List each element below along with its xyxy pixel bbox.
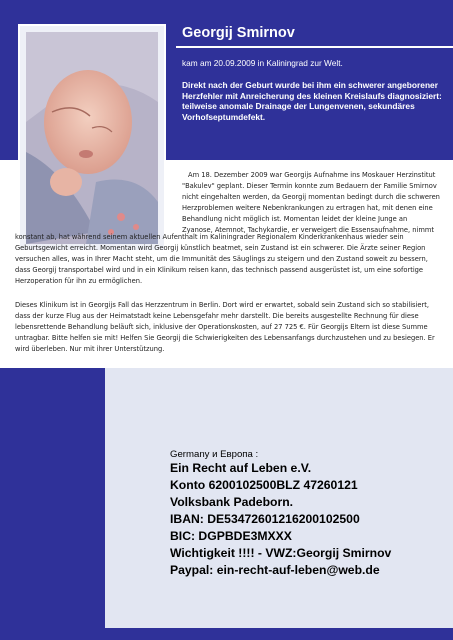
child-name-title: Georgij Smirnov [182, 25, 295, 41]
bank-reference: Wichtigkeit !!!! - VWZ:Georgij Smirnov [170, 546, 392, 560]
bottom-accent-band [105, 628, 453, 640]
baby-photo-frame [18, 24, 166, 252]
story-paragraph-2: Dieses Klinikum ist in Georgijs Fall das Herzzentrum in Berlin. Dort wird er erwartet, sobald sein Zustand sich so stabilisiert, dass der kurze Flug aus der Heimatstadt keine Lebensgefahr mehr darstellt. Die bereits ausgestellte Rechnung für diese lebensrettende Behandlung beläuft sich, inklusive der Operationskosten, auf 27 725 €. Für Georgijs Eltern ist diese Summe untragbar. Bitte helfen sie mit! Helfen Sie Georgij die Schwierigkeiten des Lebensanfangs durchzustehen und zu besiegen. Er wird überleben. Nur mit ihrer Unterstützung. [15, 301, 435, 353]
baby-photo [26, 32, 158, 244]
bank-iban: IBAN: DE53472601216200102500 [170, 512, 360, 526]
bank-name: Volksbank Padeborn. [170, 495, 294, 509]
bank-account-number: Konto 6200102500BLZ 47260121 [170, 478, 358, 492]
left-accent-stripe [0, 368, 105, 640]
bank-account-holder: Ein Recht auf Leben e.V. [170, 461, 312, 475]
story-paragraph-1-start: Am 18. Dezember 2009 war Georgijs Aufnahme ins Moskauer Herzinstitut "Bakulev" geplant. Dieser Termin konnte zum Bedauern der Familie Smirnov nicht eingehalten werden, da Georgij momentan bedingt durch die schweren Herzproblemen weitere Nebenkrankungen zu ertragen hat, mit denen eine Behandlung nicht möglich ist. Momentan leidet der kleine Junge an Zyanose, Atemnot, Tachykardie, er verweigert die Essensaufnahme, nimmt [182, 171, 440, 234]
story-paragraph-1-continued: konstant ab, hat während seinem aktuellen Aufenthalt im Kaliningrader Regionalem Kinderkrankenhaus wieder sein Geburtsgewicht erreicht. Momentan wird Georgij künstlich beatmet, sein Zustand ist ein schwerer. Die Ärzte seiner Region versuchen alles, was in Ihrer Macht steht, um die Immunität des Säuglings zu steigern und den Zustand soweit zu bessern, dass Georgij transportabel wird und in ein Klinikum reisen kann, das technisch passend ausgerüstet ist, um eine sofortige Herzoperation für ihn zu ermöglichen. [15, 233, 428, 285]
title-rule [176, 46, 453, 48]
paypal-contact: Paypal: ein-recht-auf-leben@web.de [170, 563, 380, 577]
birth-info: kam am 20.09.2009 in Kaliningrad zur Welt. [182, 58, 343, 68]
diagnosis-text: Direkt nach der Geburt wurde bei ihm ein schwerer angeborener Herzfehler mit Anreicherung des kleinen Kreislaufs diagnosiziert: teilweise anomale Drainage der Lungenvenen, sekundäres Vorhofseptumdefekt. [182, 80, 442, 122]
bank-bic: BIC: DGPBDE3MXXX [170, 529, 292, 543]
bank-heading: Germany и Европа : [170, 449, 259, 460]
